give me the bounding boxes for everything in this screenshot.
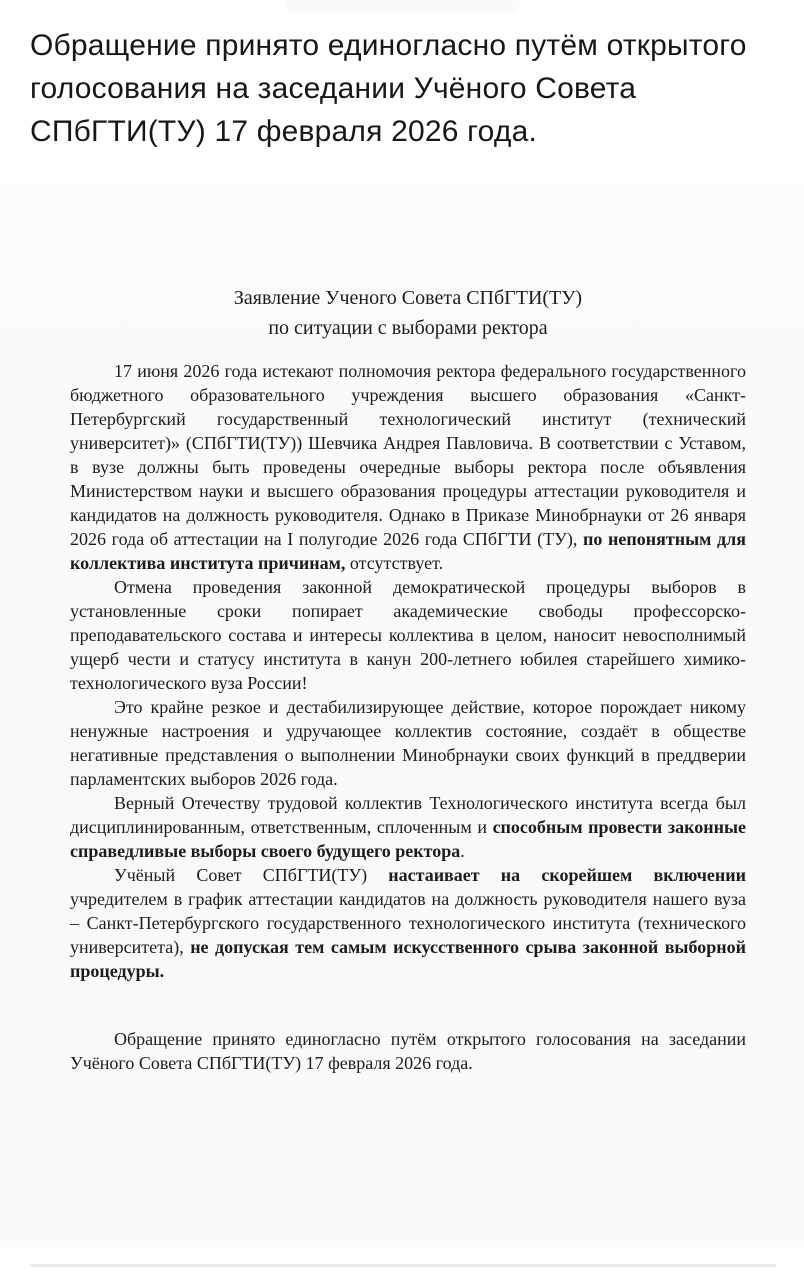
document-body bbox=[70, 359, 746, 1075]
paragraph-3: Это крайне резкое и дестабилизирующее действие, которое порождает никому ненужные настроения и удручающее коллектив состояние, создаёт в обществе негативные представления о выполнении Минобрнауки своих функций в преддверии парламентских выборов 2026 года. bbox=[70, 697, 746, 789]
paragraph-5: Учёный Совет СПбГТИ(ТУ) настаивает на скорейшем включении учредителем в график аттестации кандидатов на должность руководителя нашего вуза – Санкт-Петербургского государственного технологического института (технического университета), не допуская тем самым искусственного срыва законной выборной процедуры. bbox=[70, 865, 747, 981]
document-title bbox=[70, 283, 746, 343]
paragraph-4: Верный Отечеству трудовой коллектив Технологического института всегда был дисциплинированным, ответственным, сплоченным и способным провести законные справедливые выборы своего будущего ректора. bbox=[70, 793, 746, 861]
closing-paragraph: Обращение принято единогласно путём открытого голосования на заседании Учёного Совета СПбГТИ(ТУ) 17 февраля 2026 года. bbox=[70, 1029, 746, 1073]
document-title-line1: Заявление Ученого Совета СПбГТИ(ТУ) bbox=[233, 287, 583, 309]
caption-text: Обращение принято единогласно путём открытого голосования на заседании Учёного Совета СПбГТИ(ТУ) 17 февраля 2026 года. bbox=[30, 29, 747, 148]
document-title-line2: по ситуации с выборами ректора bbox=[268, 317, 548, 339]
photo-edge-artifact bbox=[285, 0, 520, 13]
paragraph-2: Отмена проведения законной демократической процедуры выборов в установленные сроки попирает академические свободы профессорско-преподавательского состава и интересы коллектива в целом, наносит невосполнимый ущерб чести и статусу института в канун 200-летнего юбилея старейшего химико-технологического вуза России! bbox=[70, 577, 746, 693]
paragraph-1: 17 июня 2026 года истекают полномочия ректора федерального государственного бюджетного образовательного учреждения высшего образования «Санкт-Петербургский государственный технологический институт (технический университет)» (СПбГТИ(ТУ)) Шевчика Андрея Павловича. В соответствии с Уставом, в вузе должны быть проведены очередные выборы ректора после объявления Министерством науки и высшего образования процедуры аттестации руководителя и кандидатов на должность руководителя. Однако в Приказе Минобрнауки от 26 января 2026 года об аттестации на I полугодие 2026 года СПбГТИ (ТУ), по непонятным для коллектива института причинам, отсутствует. bbox=[70, 361, 746, 573]
scanned-document bbox=[0, 185, 804, 1247]
post-caption bbox=[0, 0, 804, 153]
page-bottom-divider bbox=[30, 1264, 776, 1267]
